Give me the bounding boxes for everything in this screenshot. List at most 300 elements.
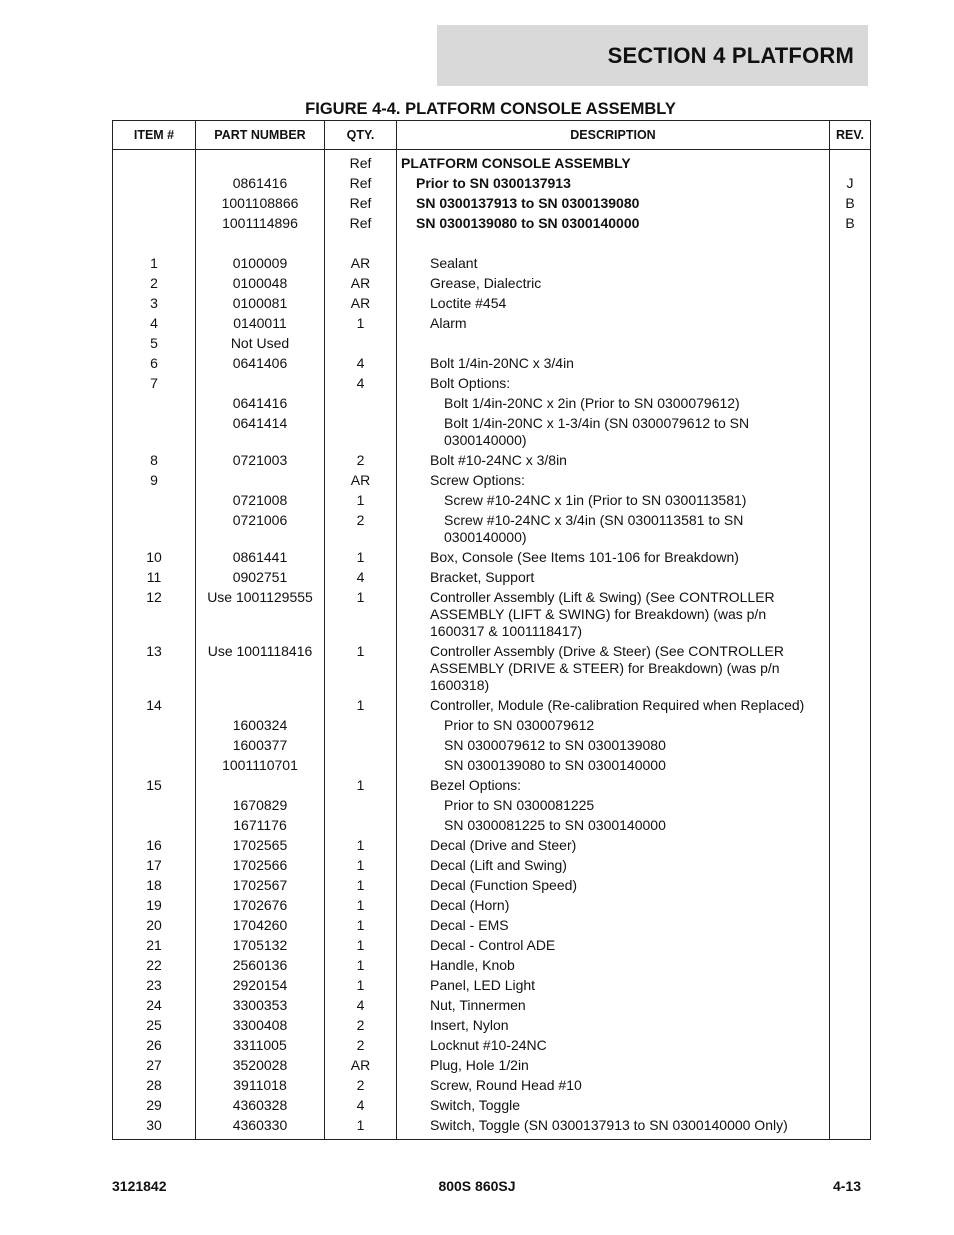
rev-cell [830, 855, 871, 875]
part-number-cell: 0100048 [196, 273, 325, 293]
part-number-cell: 0641414 [196, 413, 325, 450]
qty-cell: 1 [325, 587, 397, 641]
description-cell [397, 213, 830, 233]
description-cell [397, 450, 830, 470]
part-number-cell: 3300353 [196, 995, 325, 1015]
qty-cell: 1 [325, 955, 397, 975]
part-number-cell: 0721006 [196, 510, 325, 547]
description-text: Decal (Lift and Swing) [430, 857, 567, 873]
rev-cell [830, 995, 871, 1015]
description-text: Screw Options: [430, 472, 525, 488]
part-number-cell [196, 695, 325, 715]
item-cell [113, 490, 196, 510]
rev-cell [830, 293, 871, 313]
qty-cell: 2 [325, 1075, 397, 1095]
table-row [113, 450, 871, 470]
qty-cell: 4 [325, 567, 397, 587]
item-cell: 11 [113, 567, 196, 587]
item-cell: 20 [113, 915, 196, 935]
description-text: Panel, LED Light [430, 977, 536, 993]
description-cell [397, 835, 830, 855]
description-cell [397, 895, 830, 915]
description-text: SN 0300139080 to SN 0300140000 [416, 215, 640, 231]
table-row [113, 895, 871, 915]
item-cell [113, 193, 196, 213]
qty-cell: 1 [325, 775, 397, 795]
description-cell [397, 293, 830, 313]
column-header-part-number: PART NUMBER [196, 121, 325, 150]
spacer-cell [397, 233, 830, 253]
table-row [113, 915, 871, 935]
table-row [113, 393, 871, 413]
table-row [113, 875, 871, 895]
description-cell [397, 1055, 830, 1075]
table-spacer-row [113, 233, 871, 253]
part-number-cell: 3311005 [196, 1035, 325, 1055]
table-row [113, 755, 871, 775]
qty-cell: 1 [325, 915, 397, 935]
item-cell: 18 [113, 875, 196, 895]
item-cell [113, 510, 196, 547]
description-cell [397, 715, 830, 735]
rev-cell [830, 547, 871, 567]
description-text: Switch, Toggle (SN 0300137913 to SN 0300140000 Only) [430, 1117, 788, 1133]
footer-model: 800S 860SJ [438, 1178, 516, 1194]
description-cell [397, 735, 830, 755]
qty-cell: 2 [325, 450, 397, 470]
table-row [113, 567, 871, 587]
column-header-rev: REV. [830, 121, 871, 150]
description-cell [397, 795, 830, 815]
qty-cell: 1 [325, 1115, 397, 1140]
qty-cell: 1 [325, 835, 397, 855]
description-cell [397, 695, 830, 715]
rev-cell [830, 975, 871, 995]
section-title: SECTION 4 PLATFORM [607, 42, 854, 68]
description-cell [397, 333, 830, 353]
rev-cell [830, 393, 871, 413]
rev-cell [830, 875, 871, 895]
rev-cell [830, 510, 871, 547]
description-cell [397, 935, 830, 955]
section-header [437, 25, 868, 86]
description-text: Decal - EMS [430, 917, 509, 933]
table-row [113, 253, 871, 273]
table-row [113, 1095, 871, 1115]
item-cell [113, 815, 196, 835]
item-cell [113, 393, 196, 413]
rev-cell [830, 273, 871, 293]
qty-cell [325, 333, 397, 353]
description-text: SN 0300137913 to SN 0300139080 [416, 195, 640, 211]
qty-cell: AR [325, 470, 397, 490]
rev-cell [830, 755, 871, 775]
item-cell: 22 [113, 955, 196, 975]
qty-cell: AR [325, 273, 397, 293]
part-number-cell: 2560136 [196, 955, 325, 975]
table-row [113, 735, 871, 755]
part-number-cell: 0902751 [196, 567, 325, 587]
table-row [113, 715, 871, 735]
item-cell: 12 [113, 587, 196, 641]
description-text: Handle, Knob [430, 957, 515, 973]
part-number-cell: 1705132 [196, 935, 325, 955]
rev-cell: B [830, 193, 871, 213]
table-body [113, 150, 871, 1140]
description-text: Bolt #10-24NC x 3/8in [430, 452, 567, 468]
item-cell: 29 [113, 1095, 196, 1115]
rev-cell [830, 815, 871, 835]
table-row [113, 955, 871, 975]
table-row [113, 695, 871, 715]
rev-cell [830, 955, 871, 975]
description-cell [397, 875, 830, 895]
column-header-description: DESCRIPTION [397, 121, 830, 150]
item-cell: 9 [113, 470, 196, 490]
qty-cell: Ref [325, 150, 397, 174]
description-text: PLATFORM CONSOLE ASSEMBLY [401, 155, 631, 171]
qty-cell: Ref [325, 193, 397, 213]
rev-cell [830, 413, 871, 450]
qty-cell: Ref [325, 173, 397, 193]
rev-cell [830, 333, 871, 353]
table-header-row [113, 121, 871, 150]
part-number-cell: 0721008 [196, 490, 325, 510]
spacer-cell [113, 233, 196, 253]
table-row [113, 293, 871, 313]
footer-document-number: 3121842 [112, 1178, 167, 1194]
description-cell [397, 413, 830, 450]
description-cell [397, 995, 830, 1015]
description-cell [397, 815, 830, 835]
description-text: Alarm [430, 315, 467, 331]
description-cell [397, 975, 830, 995]
item-cell: 24 [113, 995, 196, 1015]
description-text: Bolt 1/4in-20NC x 3/4in [430, 355, 574, 371]
item-cell: 30 [113, 1115, 196, 1140]
item-cell: 23 [113, 975, 196, 995]
item-cell: 27 [113, 1055, 196, 1075]
qty-cell [325, 393, 397, 413]
description-text: Screw #10-24NC x 1in (Prior to SN 0300113581) [444, 492, 747, 508]
description-text: Sealant [430, 255, 478, 271]
description-text: Loctite #454 [430, 295, 507, 311]
rev-cell [830, 835, 871, 855]
description-text: Prior to SN 0300137913 [416, 175, 571, 191]
description-cell [397, 547, 830, 567]
rev-cell [830, 895, 871, 915]
spacer-cell [196, 233, 325, 253]
item-cell: 4 [113, 313, 196, 333]
description-text: Screw, Round Head #10 [430, 1077, 582, 1093]
table-row [113, 213, 871, 233]
qty-cell: 1 [325, 547, 397, 567]
table-row [113, 193, 871, 213]
item-cell: 1 [113, 253, 196, 273]
spacer-cell [830, 233, 871, 253]
rev-cell [830, 1015, 871, 1035]
item-cell: 16 [113, 835, 196, 855]
description-cell [397, 915, 830, 935]
qty-cell: 1 [325, 895, 397, 915]
spacer-cell [325, 233, 397, 253]
description-text: SN 0300079612 to SN 0300139080 [444, 737, 666, 753]
description-cell [397, 755, 830, 775]
rev-cell [830, 253, 871, 273]
part-number-cell: Use 1001129555 [196, 587, 325, 641]
item-cell: 21 [113, 935, 196, 955]
table-row [113, 815, 871, 835]
item-cell: 14 [113, 695, 196, 715]
part-number-cell: 1001110701 [196, 755, 325, 775]
table-row [113, 1015, 871, 1035]
rev-cell: B [830, 213, 871, 233]
column-header-item: ITEM # [113, 121, 196, 150]
rev-cell [830, 313, 871, 333]
part-number-cell: 0100009 [196, 253, 325, 273]
item-cell [113, 715, 196, 735]
qty-cell: 2 [325, 510, 397, 547]
table-row [113, 150, 871, 174]
item-cell [113, 173, 196, 193]
item-cell [113, 735, 196, 755]
part-number-cell: 3300408 [196, 1015, 325, 1035]
part-number-cell: 0721003 [196, 450, 325, 470]
item-cell: 2 [113, 273, 196, 293]
table-row [113, 1035, 871, 1055]
description-text: Prior to SN 0300081225 [444, 797, 595, 813]
part-number-cell: 1600324 [196, 715, 325, 735]
table-row [113, 975, 871, 995]
rev-cell [830, 1115, 871, 1140]
item-cell [113, 213, 196, 233]
part-number-cell: 3520028 [196, 1055, 325, 1075]
item-cell: 3 [113, 293, 196, 313]
qty-cell: 4 [325, 373, 397, 393]
item-cell: 7 [113, 373, 196, 393]
table-row [113, 547, 871, 567]
description-cell [397, 173, 830, 193]
table-row [113, 775, 871, 795]
description-text: Insert, Nylon [430, 1017, 509, 1033]
item-cell: 5 [113, 333, 196, 353]
item-cell: 26 [113, 1035, 196, 1055]
qty-cell: 1 [325, 313, 397, 333]
table-row [113, 273, 871, 293]
qty-cell: 1 [325, 695, 397, 715]
part-number-cell: 0140011 [196, 313, 325, 333]
item-cell [113, 413, 196, 450]
rev-cell [830, 470, 871, 490]
part-number-cell: 1702565 [196, 835, 325, 855]
qty-cell: AR [325, 1055, 397, 1075]
description-cell [397, 150, 830, 174]
qty-cell: 4 [325, 353, 397, 373]
part-number-cell: Use 1001118416 [196, 641, 325, 695]
table-row [113, 935, 871, 955]
qty-cell: 1 [325, 641, 397, 695]
description-text: Bezel Options: [430, 777, 522, 793]
rev-cell [830, 490, 871, 510]
description-cell [397, 193, 830, 213]
part-number-cell: 1671176 [196, 815, 325, 835]
description-cell [397, 470, 830, 490]
description-cell [397, 273, 830, 293]
part-number-cell: 1702567 [196, 875, 325, 895]
description-cell [397, 1115, 830, 1140]
rev-cell [830, 915, 871, 935]
description-text: Controller, Module (Re-calibration Required when Replaced) [430, 697, 805, 713]
rev-cell [830, 1095, 871, 1115]
table-row [113, 470, 871, 490]
qty-cell: 2 [325, 1015, 397, 1035]
description-cell [397, 353, 830, 373]
description-cell [397, 955, 830, 975]
item-cell [113, 795, 196, 815]
qty-cell [325, 795, 397, 815]
part-number-cell: 3911018 [196, 1075, 325, 1095]
rev-cell [830, 587, 871, 641]
qty-cell: 1 [325, 855, 397, 875]
rev-cell [830, 735, 871, 755]
description-cell [397, 855, 830, 875]
description-cell [397, 641, 830, 695]
rev-cell [830, 1055, 871, 1075]
table-row [113, 313, 871, 333]
part-number-cell [196, 775, 325, 795]
description-text: Screw #10-24NC x 3/4in (SN 0300113581 to SN 0300140000) [444, 512, 744, 545]
description-cell [397, 775, 830, 795]
description-text: Box, Console (See Items 101-106 for Breakdown) [430, 549, 739, 565]
item-cell: 6 [113, 353, 196, 373]
part-number-cell: 1702566 [196, 855, 325, 875]
part-number-cell: 4360330 [196, 1115, 325, 1140]
description-text: Decal (Function Speed) [430, 877, 578, 893]
description-text: Grease, Dialectric [430, 275, 542, 291]
qty-cell: 1 [325, 935, 397, 955]
description-text: SN 0300139080 to SN 0300140000 [444, 757, 666, 773]
description-text: Plug, Hole 1/2in [430, 1057, 529, 1073]
rev-cell [830, 1035, 871, 1055]
table-row [113, 353, 871, 373]
part-number-cell: 1001114896 [196, 213, 325, 233]
description-text: Locknut #10-24NC [430, 1037, 547, 1053]
part-number-cell: 2920154 [196, 975, 325, 995]
rev-cell [830, 353, 871, 373]
description-cell [397, 587, 830, 641]
table-row [113, 333, 871, 353]
rev-cell [830, 935, 871, 955]
item-cell [113, 755, 196, 775]
table-row [113, 1075, 871, 1095]
part-number-cell [196, 373, 325, 393]
description-text: Bolt 1/4in-20NC x 1-3/4in (SN 0300079612 to SN 0300140000) [444, 415, 750, 448]
part-number-cell: 1600377 [196, 735, 325, 755]
column-header-qty: QTY. [325, 121, 397, 150]
part-number-cell [196, 470, 325, 490]
part-number-cell: 0641406 [196, 353, 325, 373]
table-row [113, 855, 871, 875]
item-cell: 28 [113, 1075, 196, 1095]
qty-cell: Ref [325, 213, 397, 233]
item-cell: 13 [113, 641, 196, 695]
description-cell [397, 313, 830, 333]
description-cell [397, 1015, 830, 1035]
qty-cell [325, 715, 397, 735]
part-number-cell: 1704260 [196, 915, 325, 935]
qty-cell [325, 755, 397, 775]
rev-cell: J [830, 173, 871, 193]
qty-cell: 1 [325, 875, 397, 895]
figure-title: FIGURE 4-4. PLATFORM CONSOLE ASSEMBLY [305, 100, 676, 118]
part-number-cell [196, 150, 325, 174]
qty-cell: 4 [325, 1095, 397, 1115]
part-number-cell: 1702676 [196, 895, 325, 915]
rev-cell [830, 1075, 871, 1095]
qty-cell: 1 [325, 975, 397, 995]
part-number-cell: 0641416 [196, 393, 325, 413]
footer-page-number: 4-13 [832, 1178, 861, 1194]
table-row [113, 1055, 871, 1075]
table-row [113, 373, 871, 393]
table-row [113, 587, 871, 641]
qty-cell: AR [325, 293, 397, 313]
description-cell [397, 567, 830, 587]
item-cell [113, 150, 196, 174]
table-row [113, 173, 871, 193]
part-number-cell: 0100081 [196, 293, 325, 313]
qty-cell: 1 [325, 490, 397, 510]
rev-cell [830, 695, 871, 715]
part-number-cell: 1670829 [196, 795, 325, 815]
item-cell: 25 [113, 1015, 196, 1035]
description-text: Bolt Options: [430, 375, 511, 391]
rev-cell [830, 373, 871, 393]
table-row [113, 641, 871, 695]
description-cell [397, 1095, 830, 1115]
table-row [113, 835, 871, 855]
rev-cell [830, 150, 871, 174]
description-text: Nut, Tinnermen [430, 997, 526, 1013]
rev-cell [830, 450, 871, 470]
qty-cell [325, 815, 397, 835]
description-cell [397, 253, 830, 273]
description-text: Bolt 1/4in-20NC x 2in (Prior to SN 0300079612) [444, 395, 740, 411]
qty-cell [325, 735, 397, 755]
item-cell: 15 [113, 775, 196, 795]
table-row [113, 795, 871, 815]
description-cell [397, 490, 830, 510]
qty-cell: 4 [325, 995, 397, 1015]
description-text: Bracket, Support [430, 569, 535, 585]
item-cell: 17 [113, 855, 196, 875]
description-text: Decal (Horn) [430, 897, 510, 913]
rev-cell [830, 567, 871, 587]
description-text: Prior to SN 0300079612 [444, 717, 595, 733]
description-text: Controller Assembly (Drive & Steer) (See CONTROLLER ASSEMBLY (DRIVE & STEER) for Breakdown) (was p/n 1600318) [430, 643, 784, 693]
table-row [113, 490, 871, 510]
item-cell: 19 [113, 895, 196, 915]
part-number-cell: 4360328 [196, 1095, 325, 1115]
rev-cell [830, 715, 871, 735]
description-text: SN 0300081225 to SN 0300140000 [444, 817, 666, 833]
description-text: Controller Assembly (Lift & Swing) (See CONTROLLER ASSEMBLY (LIFT & SWING) for Breakdown) (was p/n 1600317 & 1001118417) [430, 589, 775, 639]
item-cell: 10 [113, 547, 196, 567]
table-row [113, 510, 871, 547]
description-text: Decal - Control ADE [430, 937, 556, 953]
rev-cell [830, 795, 871, 815]
item-cell: 8 [113, 450, 196, 470]
